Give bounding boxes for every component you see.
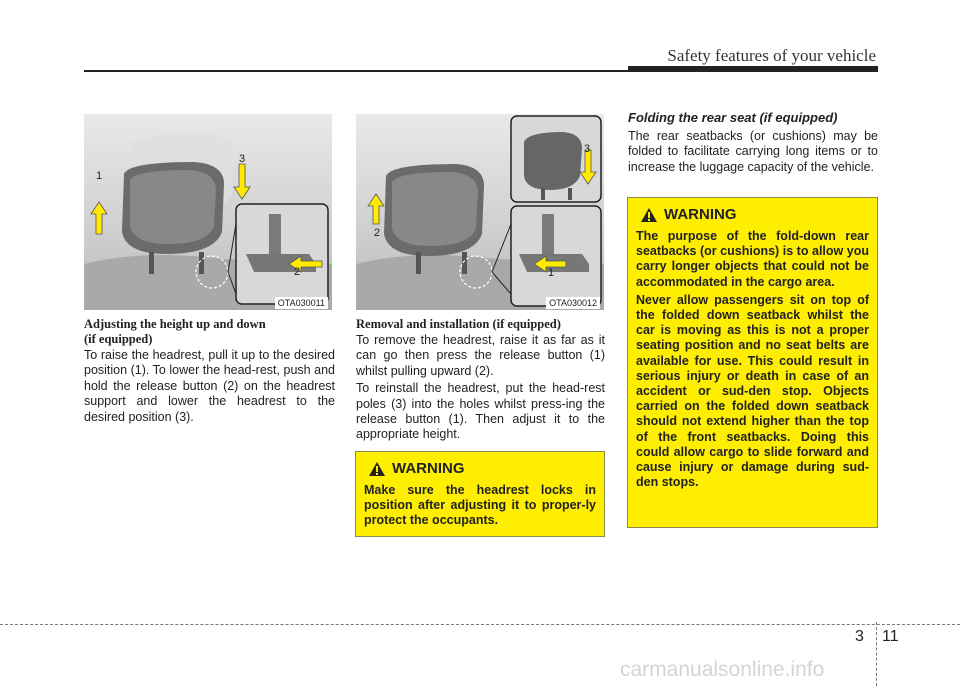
figure-headrest-height bbox=[84, 114, 332, 310]
warning-paragraph-1: Make sure the headrest locks in position after adjusting it to proper-ly protect the occupants. bbox=[364, 483, 596, 528]
left-caption-line-2: (if equipped) bbox=[84, 332, 153, 346]
warning-header bbox=[364, 460, 596, 477]
section-title: Folding the rear seat (if equipped) bbox=[628, 110, 838, 125]
right-body bbox=[628, 129, 878, 177]
callout-2: 2 bbox=[374, 227, 381, 239]
footer-rule bbox=[0, 624, 960, 625]
watermark: carmanualsonline.info bbox=[620, 658, 825, 681]
page-section-number: 3 bbox=[855, 628, 864, 645]
middle-paragraph-2: To reinstall the headrest, put the head-rest poles (3) into the holes whilst press-ing the release button (1). Then adjust it to the appropriate height. bbox=[356, 381, 605, 442]
left-body bbox=[84, 348, 335, 427]
callout-3: 3 bbox=[584, 143, 591, 155]
figure-headrest-removal bbox=[356, 114, 604, 310]
middle-paragraph-1: To remove the headrest, raise it as far as it can go then press the release button (1) whilst pulling upward (2). bbox=[356, 333, 605, 378]
left-caption-line-1: Adjusting the height up and down bbox=[84, 317, 266, 331]
page-number: 11 bbox=[882, 628, 899, 645]
callout-1: 1 bbox=[96, 170, 103, 182]
header-title: Safety features of your vehicle bbox=[667, 46, 876, 65]
middle-caption: Removal and installation (if equipped) bbox=[356, 317, 561, 331]
left-caption bbox=[84, 317, 266, 347]
headrest-height-illustration bbox=[84, 114, 332, 310]
warning-paragraph-2: Never allow passengers sit on top of the folded down seatback whilst the car is moving as this is not a proper seating position and no seat belts are available for use. This could result in serious injury or death in case of an accident or sud-den stop. Objects carried on the folded down seatback should not extend higher than the top of the front seatbacks. Doing this could allow cargo to slide forward and cause injury or damage during sud-den stops. bbox=[636, 292, 869, 490]
warning-title: WARNING bbox=[392, 460, 465, 477]
warning-box-headrest bbox=[355, 451, 605, 537]
figure-code: OTA030011 bbox=[275, 297, 328, 309]
warning-triangle-icon bbox=[368, 461, 386, 477]
header-tab bbox=[628, 66, 878, 72]
callout-3: 3 bbox=[239, 153, 246, 165]
middle-body bbox=[356, 333, 605, 445]
footer-divider bbox=[876, 622, 877, 686]
warning-triangle-icon bbox=[640, 207, 658, 223]
headrest-removal-illustration bbox=[356, 114, 604, 310]
warning-header bbox=[636, 206, 869, 223]
warning-title: WARNING bbox=[664, 206, 737, 223]
callout-1: 1 bbox=[548, 267, 555, 279]
left-paragraph-1: To raise the headrest, pull it up to the desired position (1). To lower the head-rest, push and hold the release button (2) on the headrest support and lower the headrest to the desired position (3). bbox=[84, 348, 335, 424]
warning-box-fold-seat bbox=[627, 197, 878, 528]
callout-2: 2 bbox=[294, 266, 301, 278]
warning-text bbox=[364, 483, 596, 529]
warning-text bbox=[636, 229, 869, 490]
warning-paragraph-1: The purpose of the fold-down rear seatbacks (or cushions) is to allow you carry longer objects that could not be accommodated in the cargo area. bbox=[636, 229, 869, 289]
right-paragraph-1: The rear seatbacks (or cushions) may be folded to facilitate carrying long items or to increase the luggage capacity of the vehicle. bbox=[628, 129, 878, 174]
figure-code: OTA030012 bbox=[546, 297, 600, 309]
